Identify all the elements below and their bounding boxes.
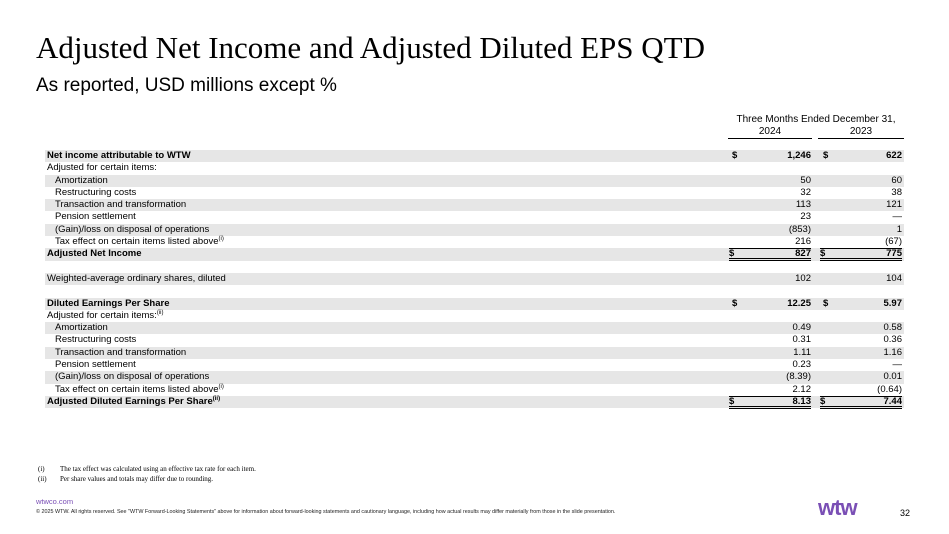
table-row-adjusted-heading <box>45 310 904 322</box>
year-header-2024: 2024 <box>728 126 812 139</box>
table-row <box>45 187 904 199</box>
row-label: Weighted-average ordinary shares, diluted <box>47 272 226 284</box>
value-2024: 8.13 <box>792 395 811 407</box>
value-2023: 104 <box>886 272 902 284</box>
financial-table <box>45 150 904 408</box>
footnote-ref: (ii) <box>212 395 221 402</box>
row-label: Pension settlement <box>55 211 136 223</box>
table-row <box>45 347 904 359</box>
value-2024: 102 <box>795 272 811 284</box>
value-2024: 23 <box>800 211 811 223</box>
table-row-weighted-shares <box>45 273 904 285</box>
footnote-text: Per share values and totals may differ due to rounding. <box>60 474 214 483</box>
row-label: Pension settlement <box>55 359 136 371</box>
table-row-adjusted-heading <box>45 162 904 174</box>
currency-symbol: $ <box>732 150 738 161</box>
wtw-logo <box>818 496 880 520</box>
value-2023: (0.64) <box>877 383 902 395</box>
period-header: Three Months Ended December 31, <box>736 114 896 125</box>
value-2023: 7.44 <box>883 395 902 407</box>
currency-symbol: $ <box>823 297 829 309</box>
row-label: Tax effect on certain items listed above$^{(i)}$ <box>55 383 224 395</box>
table-row-adjusted-net-income <box>45 248 904 260</box>
value-2023: 0.36 <box>883 334 902 346</box>
currency-symbol: $ <box>820 396 902 409</box>
table-row-adjusted-diluted-eps <box>45 396 904 408</box>
table-row <box>45 224 904 236</box>
value-2023: 1.16 <box>883 346 902 358</box>
table-row <box>45 236 904 248</box>
value-2024: (8.39) <box>786 371 811 383</box>
table-row <box>45 211 904 223</box>
table-row <box>45 322 904 334</box>
page-subtitle: As reported, USD millions except % <box>36 75 337 96</box>
footnote <box>38 465 256 475</box>
footnote-ref: (ii) <box>156 309 164 316</box>
value-2024: 113 <box>795 199 811 211</box>
value-2023: 5.97 <box>883 297 902 309</box>
row-label: Restructuring costs <box>55 334 137 346</box>
page-number: 32 <box>900 508 911 518</box>
legal-disclaimer: © 2025 WTW. All rights reserved. See "WTW Forward-Looking Statements" above for information about forward-looking statements and cautionary language, including how actual results may differ materially from those in the slide presentation. <box>36 509 616 515</box>
value-2023: — <box>892 359 902 371</box>
table-row-net-income <box>45 150 904 162</box>
table-row <box>45 199 904 211</box>
value-2023: 1 <box>896 223 902 235</box>
row-label: Adjusted Diluted Earnings Per Share$^{(ii)}$ <box>47 395 221 407</box>
currency-symbol: $ <box>823 150 829 161</box>
row-label: Tax effect on certain items listed above$^{(i)}$ <box>55 236 224 248</box>
footnote <box>38 475 256 485</box>
row-label: Transaction and transformation <box>55 199 187 211</box>
table-row <box>45 334 904 346</box>
currency-symbol: $ <box>820 248 902 261</box>
table-row <box>45 371 904 383</box>
row-label: (Gain)/loss on disposal of operations <box>55 223 210 235</box>
table-row-diluted-eps <box>45 298 904 310</box>
table-row <box>45 175 904 187</box>
value-2024: 32 <box>800 186 811 198</box>
value-2023: 38 <box>891 186 902 198</box>
year-header-2023: 2023 <box>818 126 904 139</box>
value-2023: 0.01 <box>883 371 902 383</box>
footnote-ref: (i) <box>218 236 224 243</box>
value-2024: (853) <box>788 223 811 235</box>
currency-symbol: $ <box>729 396 811 409</box>
row-spacer <box>45 261 904 273</box>
value-2024: 50 <box>800 174 811 186</box>
website-link[interactable]: wtwco.com <box>36 497 74 506</box>
row-label: (Gain)/loss on disposal of operations <box>55 371 210 383</box>
value-2023: 121 <box>886 199 902 211</box>
page-title: Adjusted Net Income and Adjusted Diluted EPS QTD <box>36 30 705 65</box>
row-spacer <box>45 285 904 297</box>
row-label: Transaction and transformation <box>55 346 187 358</box>
value-2024: 827 <box>795 248 811 260</box>
row-label: Restructuring costs <box>55 186 137 198</box>
row-label: Adjusted Net Income <box>47 248 142 260</box>
value-2023: 60 <box>891 174 902 186</box>
row-label: Amortization <box>55 174 108 186</box>
table-row <box>45 384 904 396</box>
currency-symbol: $ <box>729 248 811 261</box>
value-2024: 0.31 <box>792 334 811 346</box>
value-2024: 1,246 <box>787 150 811 161</box>
footnote-number: (ii) <box>38 474 47 483</box>
value-2023: — <box>892 211 902 223</box>
value-2024: 1.11 <box>793 346 811 358</box>
footnotes <box>38 465 256 484</box>
footnote-number: (i) <box>38 465 45 473</box>
value-2023: (67) <box>885 236 902 248</box>
value-2024: 12.25 <box>787 297 811 309</box>
footnote-ref: (i) <box>218 383 224 390</box>
row-label: Adjusted for certain items:$^{(ii)}$ <box>47 309 164 321</box>
row-label: Adjusted for certain items: <box>47 162 157 174</box>
value-2023: 775 <box>886 248 902 260</box>
value-2024: 2.12 <box>792 383 811 395</box>
value-2024: 0.49 <box>792 322 811 334</box>
footnote-text: The tax effect was calculated using an effective tax rate for each item. <box>60 465 256 473</box>
value-2024: 216 <box>795 236 811 248</box>
currency-symbol: $ <box>732 297 738 309</box>
table-row <box>45 359 904 371</box>
value-2023: 622 <box>886 150 902 161</box>
row-label: Diluted Earnings Per Share <box>47 297 170 309</box>
row-label: Net income attributable to WTW <box>47 150 191 161</box>
logo-text: wtw <box>818 496 857 520</box>
row-label: Amortization <box>55 322 108 334</box>
value-2024: 0.23 <box>792 359 811 371</box>
value-2023: 0.58 <box>883 322 902 334</box>
